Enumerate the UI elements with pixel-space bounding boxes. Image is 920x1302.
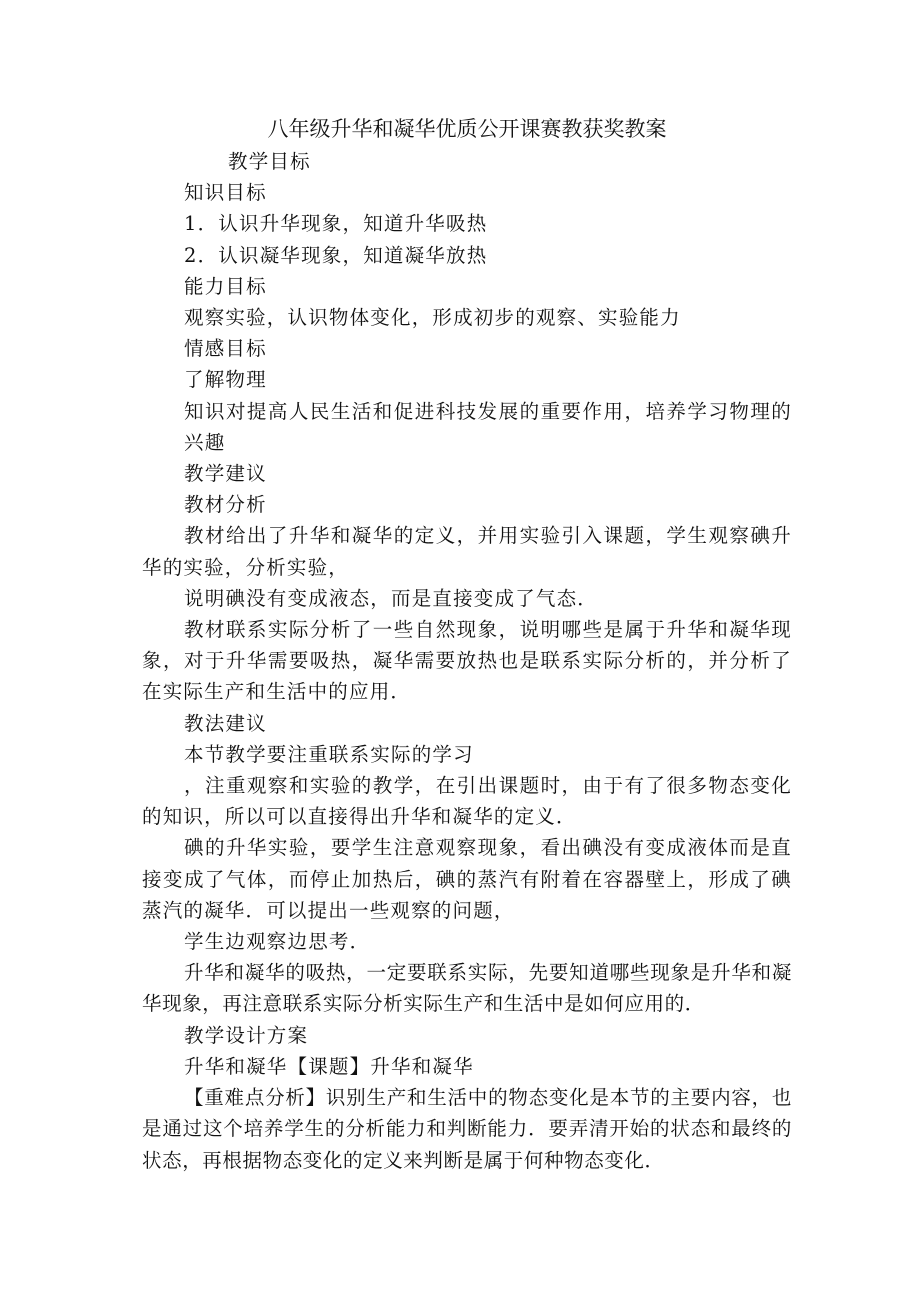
ability-goal-text: 观察实验，认识物体变化，形成初步的观察、实验能力 [184, 306, 681, 330]
paragraph-method-3: 碘的升华实验，要学生注意观察现象，看出碘没有变成液体而是直接变成了气体，而停止加热后，碘的蒸汽有附着在容器壁上，形成了碘蒸汽的凝华．可以提出一些观察的问题， [142, 836, 792, 922]
paragraph-textbook-2: 说明碘没有变成液态，而是直接变成了气态． [184, 586, 599, 610]
heading-teaching-suggestions: 教学建议 [184, 462, 267, 486]
paragraph-method-5: 升华和凝华的吸热，一定要联系实际，先要知道哪些现象是升华和凝华现象，再注意联系实际分析实际生产和生活中是如何应用的． [142, 961, 792, 1016]
emotion-goal-text-1: 了解物理 [184, 368, 267, 392]
heading-teaching-goals: 教学目标 [228, 150, 311, 173]
paragraph-method-2: ，注重观察和实验的教学，在引出课题时，由于有了很多物态变化的知识，所以可以直接得出升华和凝华的定义． [142, 774, 792, 829]
heading-ability-goals: 能力目标 [184, 274, 267, 298]
goal-item-1: 1．认识升华现象，知道升华吸热 [184, 212, 488, 236]
heading-design-plan: 教学设计方案 [184, 1023, 309, 1047]
heading-knowledge-goals: 知识目标 [184, 181, 267, 205]
paragraph-textbook-3: 教材联系实际分析了一些自然现象，说明哪些是属于升华和凝华现象，对于升华需要吸热，凝华需要放热也是联系实际分析的，并分析了在实际生产和生活中的应用． [142, 618, 792, 704]
paragraph-key-difficulty: 【重难点分析】识别生产和生活中的物态变化是本节的主要内容，也是通过这个培养学生的分析能力和判断能力．要弄清开始的状态和最终的状态，再根据物态变化的定义来判断是属于何种物态变化． [142, 1086, 792, 1172]
emotion-goal-text-2: 知识对提高人民生活和促进科技发展的重要作用，培养学习物理的兴趣 [184, 399, 792, 454]
lesson-topic: 升华和凝华【课题】升华和凝华 [184, 1054, 474, 1078]
heading-method-suggestions: 教法建议 [184, 711, 267, 735]
document-title: 八年级升华和凝华优质公开课赛教获奖教案 [267, 117, 667, 141]
paragraph-method-4: 学生边观察边思考． [184, 930, 371, 954]
heading-textbook-analysis: 教材分析 [184, 493, 267, 517]
paragraph-textbook-1: 教材给出了升华和凝华的定义，并用实验引入课题，学生观察碘升华的实验，分析实验， [142, 524, 792, 579]
paragraph-method-1: 本节教学要注重联系实际的学习 [184, 742, 474, 766]
heading-emotion-goals: 情感目标 [184, 337, 267, 361]
document-page [142, 112, 792, 1176]
goal-item-2: 2．认识凝华现象，知道凝华放热 [184, 243, 488, 267]
